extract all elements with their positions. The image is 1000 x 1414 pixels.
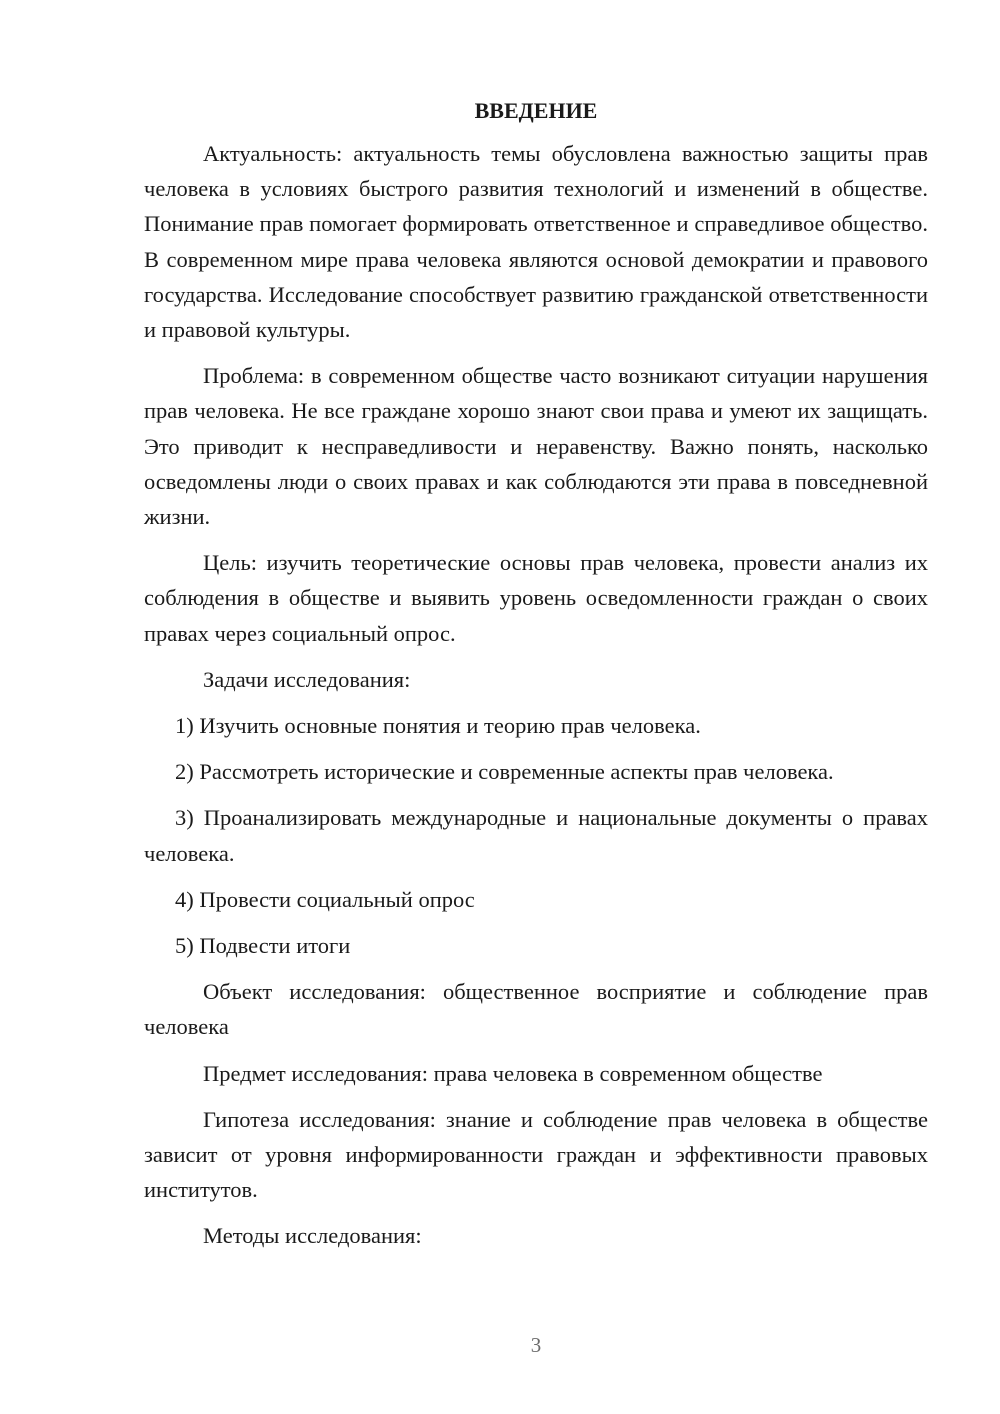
paragraph-object: Объект исследования: общественное восприятие и соблюдение прав человека — [144, 979, 928, 1040]
paragraph-tasks-heading: Задачи исследования: — [203, 666, 411, 692]
section-title: ВВЕДЕНИЕ — [474, 98, 598, 123]
task-item-4: 4) Провести социальный опрос — [175, 886, 475, 912]
page-number: 3 — [530, 1333, 542, 1357]
task-item-2: 2) Рассмотреть исторические и современные аспекты прав человека. — [175, 759, 834, 785]
task-item-1: 1) Изучить основные понятия и теорию прав человека. — [175, 713, 701, 739]
document-page — [144, 93, 928, 1265]
paragraph-problem: Проблема: в современном обществе часто возникают ситуации нарушения прав человека. Не все граждане хорошо знают свои права и умеют их защищать. Это приводит к несправедливости и неравенству. Важно понять, насколько осведомлены люди о своих правах и как соблюдаются эти права в повседневной жизни. — [144, 363, 928, 530]
task-item-5: 5) Подвести итоги — [175, 933, 351, 959]
paragraph-relevance: Актуальность: актуальность темы обусловлена важностью защиты прав человека в условиях быстрого развития технологий и изменений в обществе. Понимание прав помогает формировать ответственное и справедливое общество. В современном мире права человека являются основой демократии и правового государства. Исследование способствует развитию гражданской ответственности и правовой культуры. — [144, 141, 928, 343]
paragraph-methods: Методы исследования: — [203, 1223, 422, 1249]
task-item-3: 3) Проанализировать международные и национальные документы о правах человека. — [144, 805, 928, 866]
paragraph-subject: Предмет исследования: права человека в современном обществе — [203, 1060, 823, 1086]
paragraph-hypothesis: Гипотеза исследования: знание и соблюдение прав человека в обществе зависит от уровня информированности граждан и эффективности правовых институтов. — [144, 1106, 928, 1203]
paragraph-goal: Цель: изучить теоретические основы прав человека, провести анализ их соблюдения в обществе и выявить уровень осведомленности граждан о своих правах через социальный опрос. — [144, 550, 928, 646]
